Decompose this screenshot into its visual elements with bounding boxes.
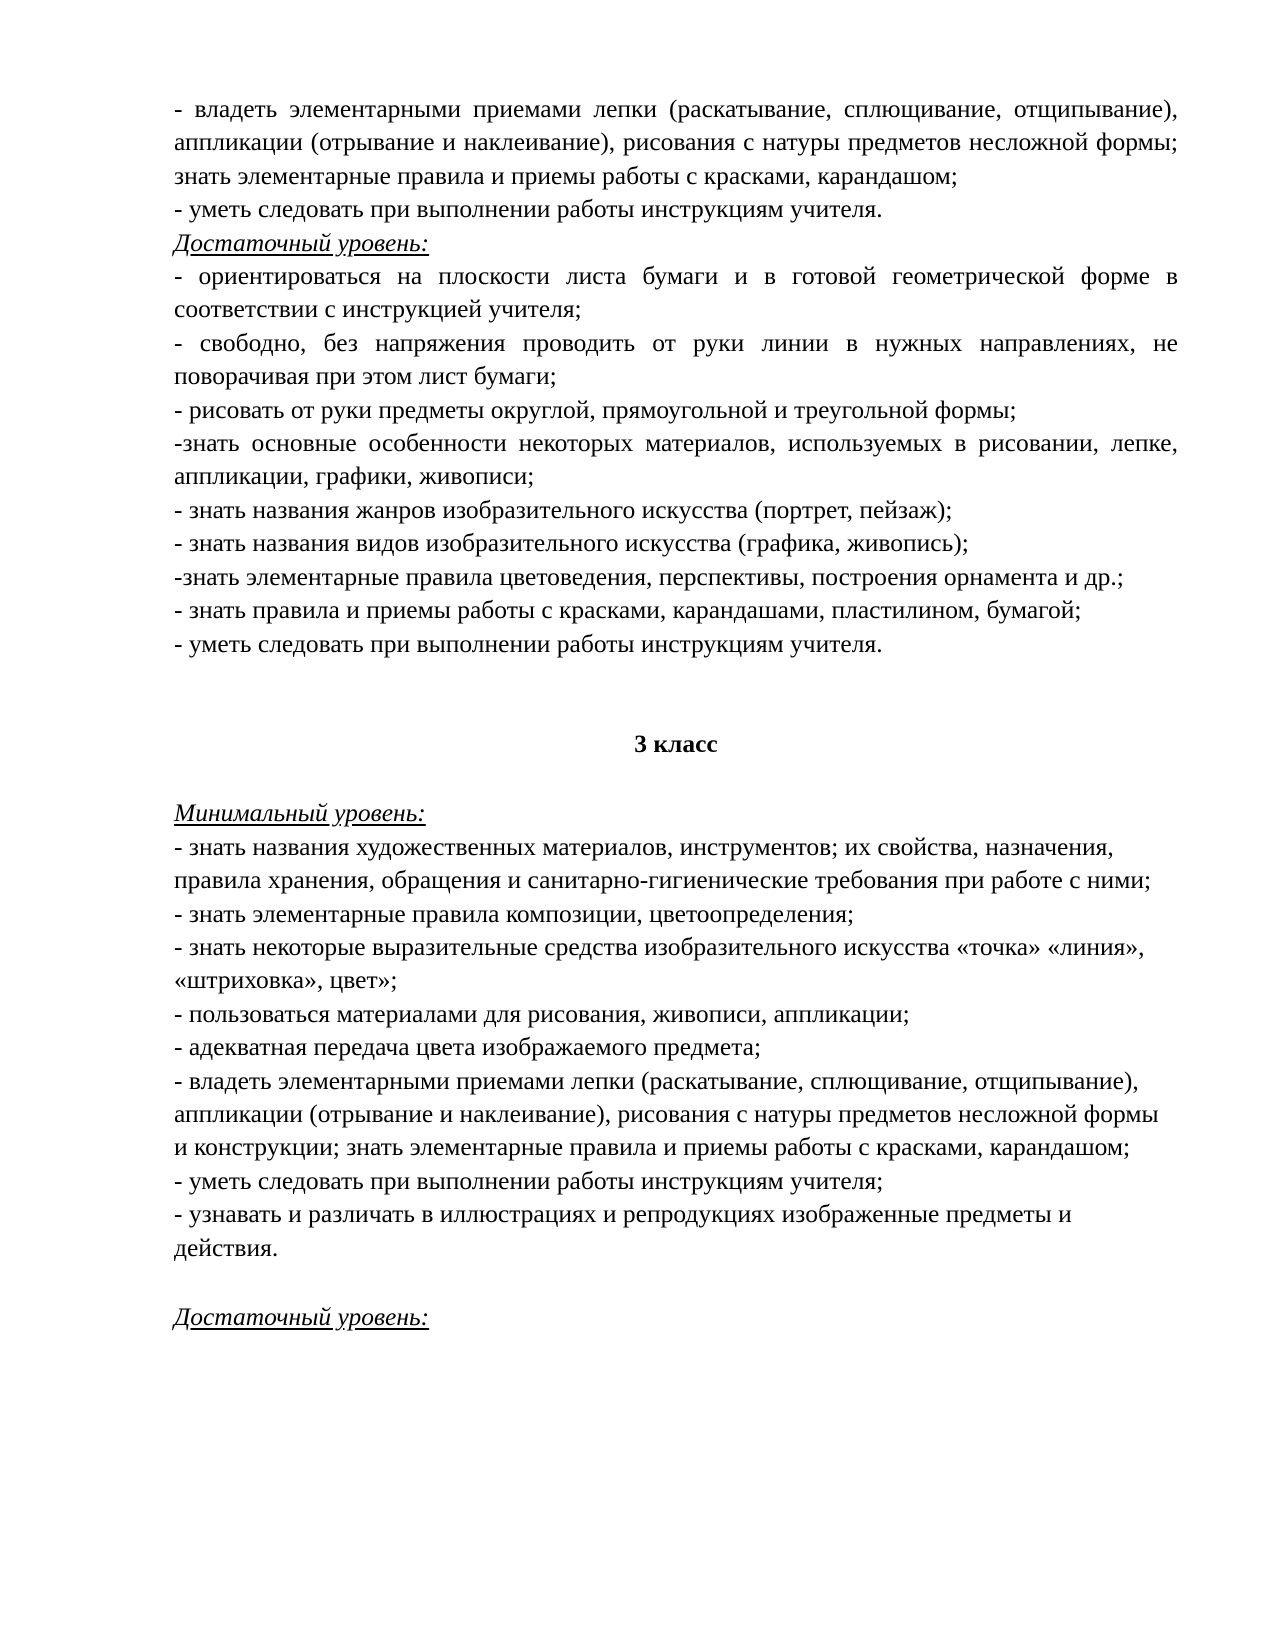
- list-item: - знать названия видов изобразительного искусства (графика, живопись);: [174, 528, 969, 558]
- list-item: - уметь следовать при выполнении работы инструкциям учителя.: [174, 628, 883, 658]
- list-item: - владеть элементарными приемами лепки (раскатывание, сплющивание, отщипывание), аппликации (отрывание и наклеивание), рисования с натуры предметов несложной формы и конструкции; знать элементарные правила и приемы работы с красками, карандашом;: [174, 1065, 1159, 1162]
- list-item: - свободно, без напряжения проводить от руки линии в нужных направлениях, не поворачивая при этом лист бумаги;: [174, 327, 1178, 391]
- list-item: - узнавать и различать в иллюстрациях и репродукциях изображенные предметы и действия.: [174, 1199, 1072, 1262]
- list-item: - ориентироваться на плоскости листа бумаги и в готовой геометрической форме в соответствии с инструкцией учителя;: [174, 261, 1178, 324]
- list-item: - уметь следовать при выполнении работы инструкциям учителя.: [174, 194, 883, 224]
- list-item: - знать некоторые выразительные средства изобразительного искусства «точка» «линия», «штриховка», цвет»;: [174, 931, 1145, 995]
- document-page: [174, 92, 1178, 1333]
- list-item: - уметь следовать при выполнении работы инструкциям учителя;: [174, 1165, 884, 1195]
- list-item: -знать основные особенности некоторых материалов, используемых в рисовании, лепке, аппликации, графики, живописи;: [174, 428, 1178, 491]
- list-item: - владеть элементарными приемами лепки (раскатывание, сплющивание, отщипывание), аппликации (отрывание и наклеивание), рисования с натуры предметов несложной формы; знать элементарные правила и приемы работы с красками, карандашом;: [174, 94, 1178, 190]
- list-item: - адекватная передача цвета изображаемого предмета;: [174, 1032, 762, 1062]
- list-item: - знать элементарные правила композиции, цветоопределения;: [174, 898, 855, 928]
- spacer: [174, 1264, 1178, 1300]
- list-item: - пользоваться материалами для рисования, живописи, аппликации;: [174, 998, 910, 1028]
- list-item: - знать названия жанров изобразительного искусства (портрет, пейзаж);: [174, 494, 953, 524]
- list-item: - рисовать от руки предметы округлой, прямоугольной и треугольной формы;: [174, 394, 1017, 424]
- minimal-level-heading: Минимальный уровень:: [174, 798, 426, 828]
- list-item: -знать элементарные правила цветоведения, перспективы, построения орнамента и др.;: [174, 561, 1124, 591]
- list-item: - знать правила и приемы работы с красками, карандашами, пластилином, бумагой;: [174, 595, 1082, 625]
- sufficient-level-heading: Достаточный уровень:: [174, 227, 430, 257]
- class-title: 3 класс: [634, 728, 718, 758]
- spacer: [174, 660, 1178, 727]
- spacer: [174, 760, 1178, 796]
- list-item: - знать названия художественных материалов, инструментов; их свойства, назначения, правила хранения, обращения и санитарно-гигиенические требования при работе с ними;: [174, 831, 1152, 895]
- sufficient-level-heading: Достаточный уровень:: [174, 1302, 430, 1331]
